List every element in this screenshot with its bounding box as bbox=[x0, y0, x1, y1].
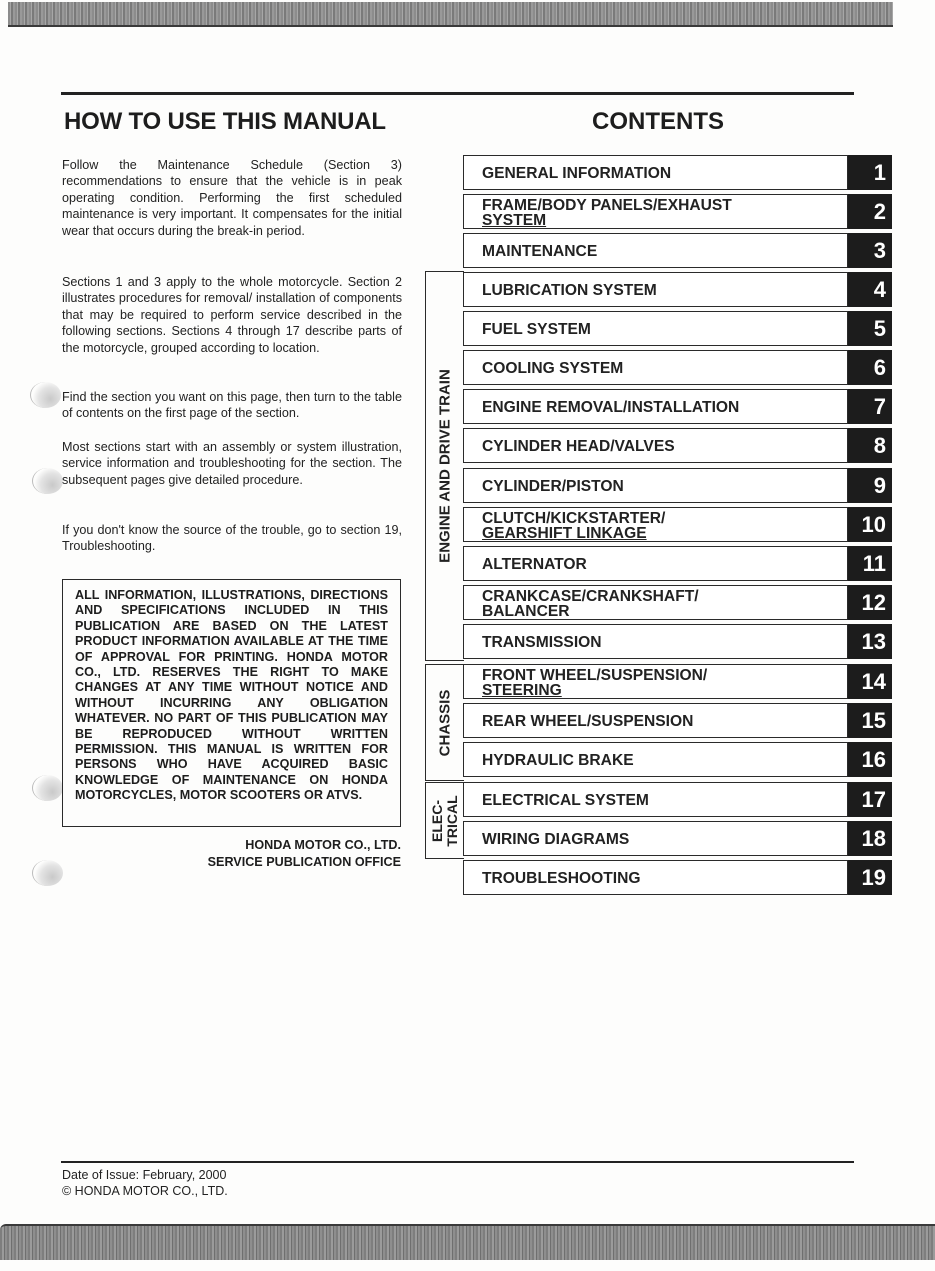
toc-label: FRAME/BODY PANELS/EXHAUST SYSTEM bbox=[482, 196, 732, 229]
contents-title: CONTENTS bbox=[592, 108, 724, 135]
toc-label: CRANKCASE/CRANKSHAFT/ BALANCER bbox=[482, 587, 699, 620]
section-tab[interactable]: 10 bbox=[848, 507, 892, 542]
toc-label: CYLINDER/PISTON bbox=[482, 478, 624, 495]
header-rule bbox=[61, 92, 854, 95]
toc-item-13[interactable] bbox=[463, 624, 892, 659]
section-tab[interactable]: 7 bbox=[848, 389, 892, 424]
section-tab[interactable]: 14 bbox=[848, 664, 892, 699]
toc-label: FUEL SYSTEM bbox=[482, 321, 591, 338]
section-tab[interactable]: 12 bbox=[848, 585, 892, 620]
toc-item-7[interactable] bbox=[463, 389, 892, 424]
section-tab[interactable]: 17 bbox=[848, 782, 892, 817]
footer bbox=[62, 1168, 228, 1200]
toc-item-1[interactable] bbox=[463, 155, 892, 190]
intro-paragraph: Follow the Maintenance Schedule (Section 3) recommendations to ensure that the vehicle is in peak operating condition. Performing the first scheduled maintenance is very important. It compensates for the initial wear that occurs during the break-in period. bbox=[62, 158, 402, 238]
publisher bbox=[150, 837, 401, 870]
punch-hole bbox=[32, 860, 63, 886]
scan-edge-top bbox=[8, 2, 893, 27]
disclaimer-box bbox=[62, 579, 401, 827]
toc-item-12[interactable] bbox=[463, 585, 892, 620]
toc-label: TROUBLESHOOTING bbox=[482, 870, 641, 887]
toc-label: HYDRAULIC BRAKE bbox=[482, 752, 634, 769]
group-label: ELEC- TRICAL bbox=[429, 794, 460, 847]
page-title: HOW TO USE THIS MANUAL bbox=[64, 108, 386, 135]
intro-paragraph: Most sections start with an assembly or system illustration, service information and troubleshooting for the section. The subsequent pages give detailed procedure. bbox=[62, 440, 402, 487]
footer-rule bbox=[61, 1161, 854, 1163]
toc-item-6[interactable] bbox=[463, 350, 892, 385]
publisher-name: HONDA MOTOR CO., LTD. bbox=[245, 838, 401, 852]
section-tab[interactable]: 9 bbox=[848, 468, 892, 503]
toc-label: COOLING SYSTEM bbox=[482, 360, 624, 377]
toc-item-18[interactable] bbox=[463, 821, 892, 856]
toc-label: REAR WHEEL/SUSPENSION bbox=[482, 713, 694, 730]
group-engine-drive-train bbox=[425, 271, 464, 661]
section-tab[interactable]: 6 bbox=[848, 350, 892, 385]
toc-label: LUBRICATION SYSTEM bbox=[482, 282, 657, 299]
toc-label: ALTERNATOR bbox=[482, 556, 587, 573]
toc-item-2[interactable] bbox=[463, 194, 892, 229]
section-tab[interactable]: 16 bbox=[848, 742, 892, 777]
intro-paragraph: Find the section you want on this page, then turn to the table of contents on the first page of the section. bbox=[62, 390, 402, 421]
toc-label: MAINTENANCE bbox=[482, 243, 598, 260]
toc-label: ENGINE REMOVAL/INSTALLATION bbox=[482, 399, 740, 416]
section-tab[interactable]: 4 bbox=[848, 272, 892, 307]
toc-item-9[interactable] bbox=[463, 468, 892, 503]
toc-label: CLUTCH/KICKSTARTER/ GEARSHIFT LINKAGE bbox=[482, 509, 666, 542]
section-tab[interactable]: 15 bbox=[848, 703, 892, 738]
toc-item-19[interactable] bbox=[463, 860, 892, 895]
toc-label: GENERAL INFORMATION bbox=[482, 165, 672, 182]
section-tab[interactable]: 3 bbox=[848, 233, 892, 268]
toc-item-8[interactable] bbox=[463, 428, 892, 463]
section-tab[interactable]: 11 bbox=[848, 546, 892, 581]
toc-label: FRONT WHEEL/SUSPENSION/ STEERING bbox=[482, 666, 708, 699]
section-tab[interactable]: 19 bbox=[848, 860, 892, 895]
group-chassis bbox=[425, 664, 464, 781]
section-tab[interactable]: 18 bbox=[848, 821, 892, 856]
toc-label: CYLINDER HEAD/VALVES bbox=[482, 438, 675, 455]
toc-item-14[interactable] bbox=[463, 664, 892, 699]
section-tab[interactable]: 13 bbox=[848, 624, 892, 659]
toc-item-3[interactable] bbox=[463, 233, 892, 268]
copyright: © HONDA MOTOR CO., LTD. bbox=[62, 1183, 228, 1198]
toc-item-4[interactable] bbox=[463, 272, 892, 307]
punch-hole bbox=[32, 775, 63, 801]
toc-item-15[interactable] bbox=[463, 703, 892, 738]
toc-label: TRANSMISSION bbox=[482, 634, 602, 651]
group-label: ENGINE AND DRIVE TRAIN bbox=[436, 369, 454, 563]
toc-item-10[interactable] bbox=[463, 507, 892, 542]
punch-hole bbox=[32, 468, 63, 494]
section-tab[interactable]: 2 bbox=[848, 194, 892, 229]
publisher-office: SERVICE PUBLICATION OFFICE bbox=[207, 854, 401, 869]
section-tab[interactable]: 8 bbox=[848, 428, 892, 463]
intro-paragraph: Sections 1 and 3 apply to the whole motorcycle. Section 2 illustrates procedures for removal/ installation of components that may be required to perform service described in the following sections. Sections 4 through 17 describe parts of the motorcycle, grouped according to location. bbox=[62, 275, 402, 355]
intro-paragraph: If you don't know the source of the trouble, go to section 19, Troubleshooting. bbox=[62, 523, 402, 554]
toc-item-16[interactable] bbox=[463, 742, 892, 777]
section-tab[interactable]: 1 bbox=[848, 155, 892, 190]
disclaimer-text: ALL INFORMATION, ILLUSTRATIONS, DIRECTIONS AND SPECIFICATIONS INCLUDED IN THIS PUBLICATION ARE BASED ON THE LATEST PRODUCT INFORMATION AVAILABLE AT THE TIME OF APPROVAL FOR PRINTING. HONDA MOTOR CO., LTD. RESERVES THE RIGHT TO MAKE CHANGES AT ANY TIME WITHOUT NOTICE AND WITHOUT INCURRING ANY OBLIGATION WHATEVER. NO PART OF THIS PUBLICATION MAY BE REPRODUCED WITHOUT WRITTEN PERMISSION. THIS MANUAL IS WRITTEN FOR PERSONS WHO HAVE ACQUIRED BASIC KNOWLEDGE OF MAINTENANCE ON HONDA MOTORCYCLES, MOTOR SCOOTERS OR ATVS. bbox=[75, 588, 388, 803]
toc-item-5[interactable] bbox=[463, 311, 892, 346]
toc-label: ELECTRICAL SYSTEM bbox=[482, 792, 649, 809]
scan-edge-bottom bbox=[0, 1224, 935, 1260]
group-label: CHASSIS bbox=[436, 689, 454, 756]
toc-item-11[interactable] bbox=[463, 546, 892, 581]
date-of-issue: Date of Issue: February, 2000 bbox=[62, 1168, 227, 1182]
punch-hole bbox=[30, 382, 61, 408]
toc-label: WIRING DIAGRAMS bbox=[482, 831, 630, 848]
toc-item-17[interactable] bbox=[463, 782, 892, 817]
group-electrical bbox=[425, 782, 464, 859]
section-tab[interactable]: 5 bbox=[848, 311, 892, 346]
